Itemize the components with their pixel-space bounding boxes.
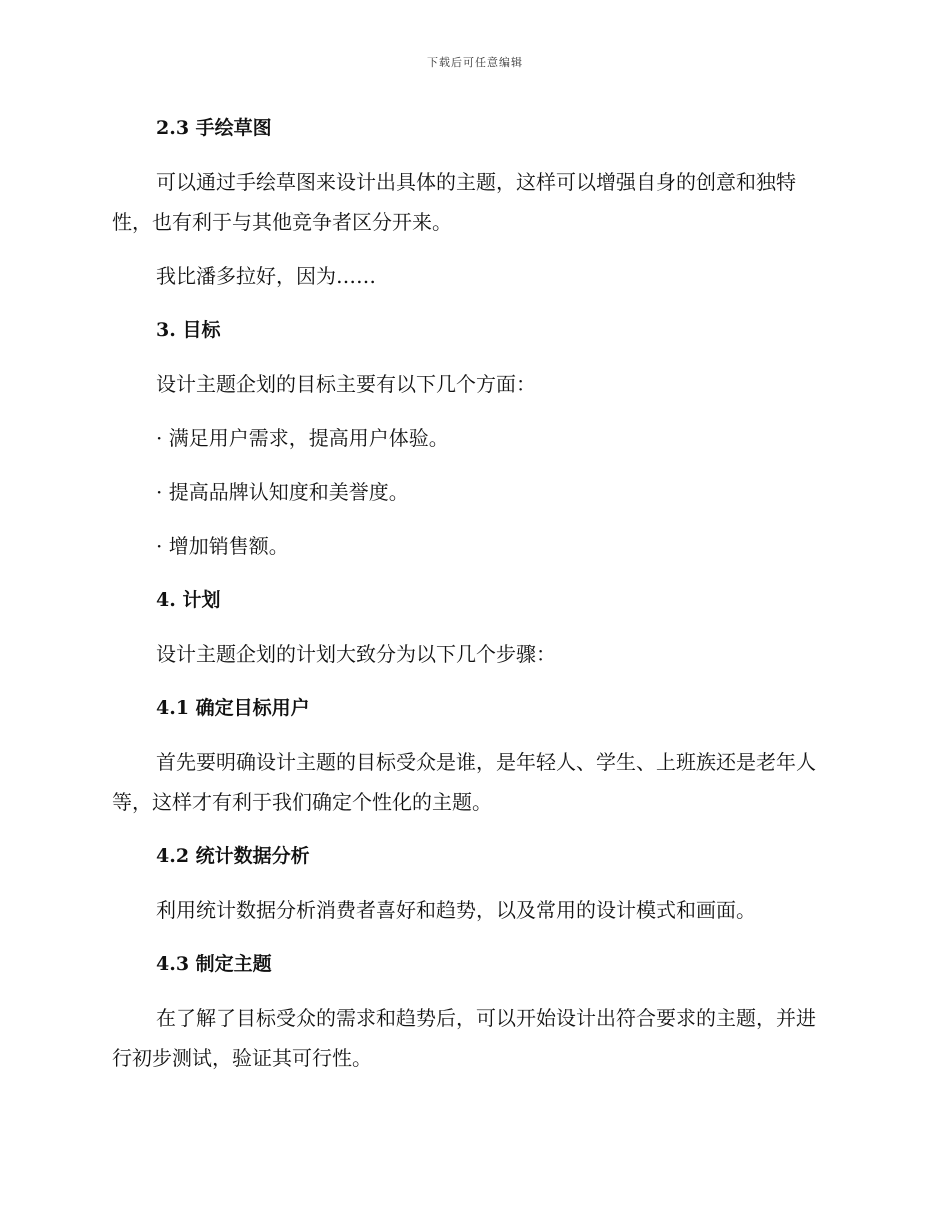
paragraph-hand-sketch: 可以通过手绘草图来设计出具体的主题，这样可以增强自身的创意和独特性，也有利于与其他竞争者区分开来。 xyxy=(112,170,796,234)
section-heading-4: 4. 计划 xyxy=(156,589,221,611)
section-heading-3: 3. 目标 xyxy=(156,319,221,341)
bullet-item-user-needs: · 满足用户需求，提高用户体验。 xyxy=(156,426,449,450)
paragraph-define-theme: 在了解了目标受众的需求和趋势后，可以开始设计出符合要求的主题，并进行初步测试，验证其可行性。 xyxy=(112,1006,816,1070)
section-heading-4-3: 4.3 制定主题 xyxy=(156,953,272,975)
section-heading-2-3: 2.3 手绘草图 xyxy=(156,117,272,139)
paragraph-plan-intro: 设计主题企划的计划大致分为以下几个步骤： xyxy=(156,642,556,666)
paragraph-goals-intro: 设计主题企划的目标主要有以下几个方面： xyxy=(156,372,536,396)
paragraph-data-analysis: 利用统计数据分析消费者喜好和趋势，以及常用的设计模式和画面。 xyxy=(156,898,756,922)
section-heading-4-2: 4.2 统计数据分析 xyxy=(156,845,310,867)
document-body xyxy=(112,108,832,1092)
page-header: 下载后可任意编辑 xyxy=(427,56,523,69)
section-heading-4-1: 4.1 确定目标用户 xyxy=(156,697,310,719)
bullet-item-sales: · 增加销售额。 xyxy=(156,534,289,558)
paragraph-target-users: 首先要明确设计主题的目标受众是谁，是年轻人、学生、上班族还是老年人等，这样才有利于我们确定个性化的主题。 xyxy=(112,750,816,814)
paragraph-pandora: 我比潘多拉好，因为…… xyxy=(156,264,376,288)
bullet-item-brand: · 提高品牌认知度和美誉度。 xyxy=(156,480,409,504)
